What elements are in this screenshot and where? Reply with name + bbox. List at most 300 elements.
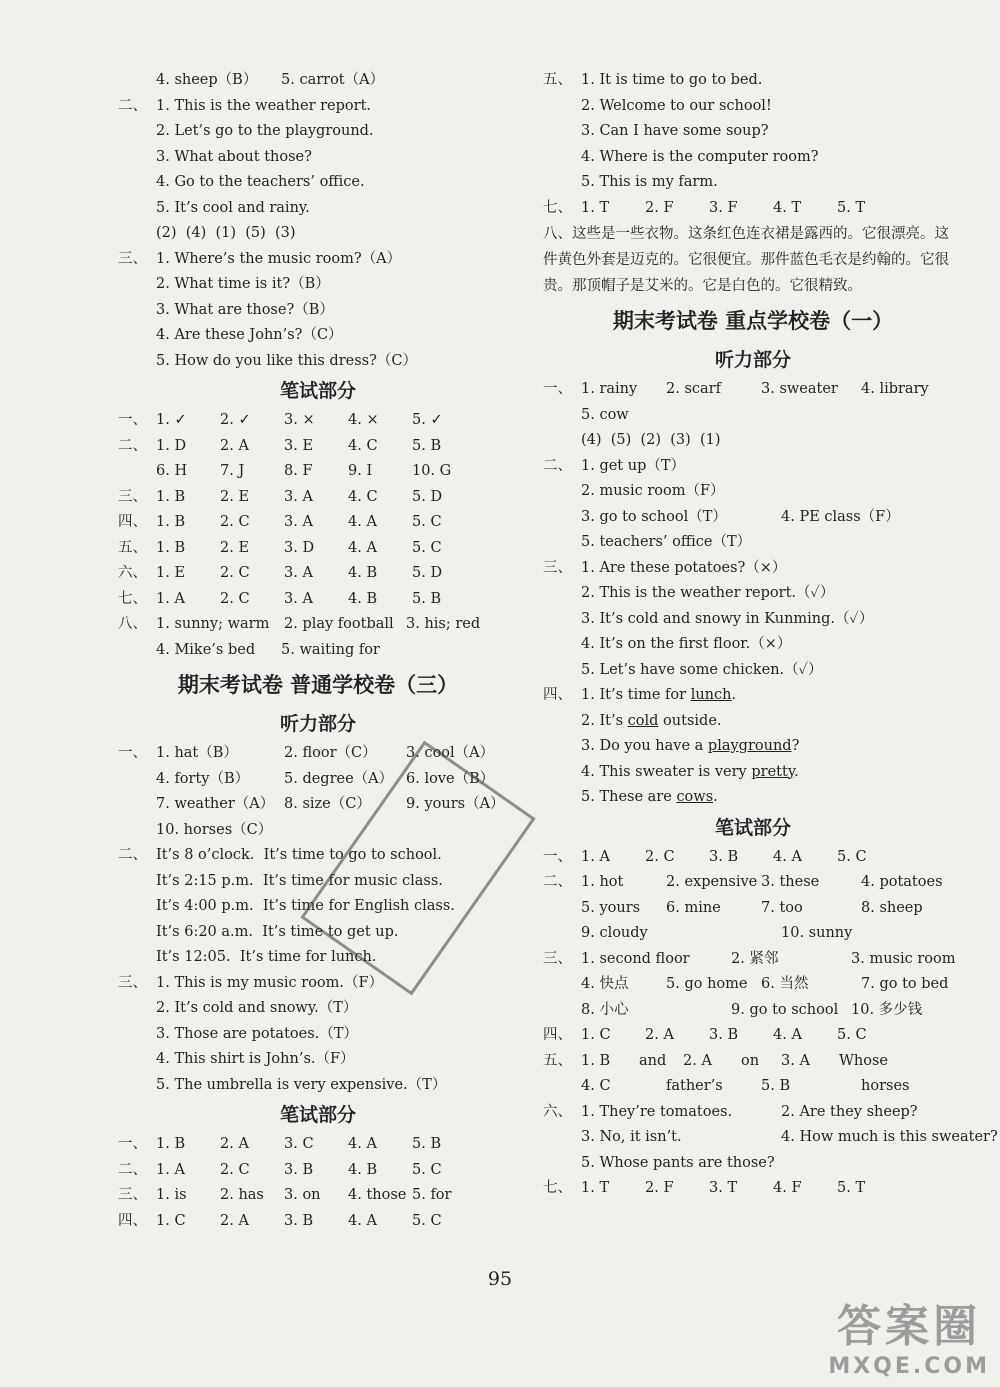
answer-item: 5. It’s cool and rainy. [156,199,310,216]
answer-item: 3. Can I have some soup? [581,123,769,139]
answer-item: 4. potatoes [861,874,943,890]
answer-item: 1. It is time to go to bed. [581,72,763,88]
answer-item: 1. B [581,1052,611,1069]
answer-item: 6. love（B） [406,770,495,787]
answer-item: 4. C [581,1078,611,1094]
answer-item: 10. 多少钱 [851,1001,923,1018]
answer-item: 4. library [861,381,929,397]
answer-item: 5. B [412,1136,442,1152]
answer-line [118,298,518,324]
answer-item: 1. get up（T） [581,457,686,474]
answer-line [543,170,963,196]
answer-item: 3. cool（A） [406,745,495,761]
question-number: 四、 [118,514,147,530]
answer-line [118,94,518,120]
question-number: 二、 [118,437,147,454]
answer-item: 1. T [581,199,610,216]
underlined-word: pretty [751,763,795,780]
answer-item: 5. C [837,1027,867,1043]
underlined-word: cows [676,789,714,805]
answer-item: 4. A [348,1136,377,1152]
answer-item: 2. expensive [666,874,758,890]
answer-item: 1. D [156,437,187,454]
answer-line [118,587,518,613]
answer-line [118,119,518,145]
answer-item: 5. degree（A） [284,770,394,787]
page-number: 95 [487,1268,513,1290]
question-number: 六、 [543,1103,572,1120]
answer-item: 7. J [220,463,245,479]
answer-line [543,94,963,120]
answer-line [543,556,963,582]
answer-line [543,145,963,171]
answer-item: 4. A [773,848,802,865]
answer-item: 3. F [709,199,738,216]
answer-item: 2. A [220,1136,249,1152]
answer-item: 1. A [581,848,610,865]
answer-item: 6. 当然 [761,976,809,992]
answer-line [543,1151,963,1177]
answer-item: 3. × [284,412,315,428]
answer-item: 3. What are those?（B） [156,301,334,318]
answer-item: 4. those [348,1187,407,1203]
answer-line [118,510,518,536]
answer-item: (4) (5) (2) (3) (1) [581,432,721,448]
answer-item: 4. PE class（F） [781,508,900,525]
answer-item: 4. A [348,1212,377,1229]
answer-item: 5. yours [581,899,641,916]
answer-item: 4. 快点 [581,976,629,992]
answer-line [543,68,963,94]
answer-item: 4. B [348,590,378,607]
question-number: 四、 [543,1027,572,1043]
answer-line [543,658,963,684]
answer-item: 1. A [156,1161,185,1178]
answer-item: 4. C [348,437,378,454]
answer-line [543,454,963,480]
answer-item: 5. Whose pants are those? [581,1154,775,1171]
section-heading: 听力部分 [279,713,356,735]
answer-item: 9. go to school [731,1001,839,1018]
answer-item: 5. B [412,437,442,454]
answer-item: 2. It’s cold and snowy.（T） [156,1000,358,1016]
answer-item: 6. mine [666,899,721,916]
answer-item: 5. cow [581,406,629,423]
answer-item: 6. H [156,463,188,479]
answer-item: 7. too [761,899,803,916]
answer-line [543,1074,963,1100]
answer-item: 5. T [837,199,866,216]
answer-item: 4. A [348,514,377,530]
watermark-domain: MXQE.COM [828,1354,990,1379]
answer-line [118,1073,518,1099]
answer-item: 3. go to school（T） [581,508,727,525]
answer-text: outside. [658,712,722,729]
answer-item: (2) (4) (1) (5) (3) [156,225,296,241]
question-number: 七、 [543,199,572,216]
answer-item: 1. Are these potatoes?（×） [581,559,787,576]
answer-item: 3. sweater [761,381,838,397]
answer-item: 4. T [773,199,802,216]
answer-item: 2. A [645,1027,674,1043]
answer-item: 3. A [284,590,313,607]
question-number: 五、 [543,72,572,88]
answer-item: 2. F [645,199,674,216]
answer-line [118,536,518,562]
answer-line [118,945,518,971]
answer-line [118,145,518,171]
answer-text: . [794,763,799,780]
question-number: 三、 [118,488,147,505]
answer-item: 2. C [220,590,250,607]
section-heading: 听力部分 [714,349,791,371]
underlined-word: playground [707,738,792,754]
answer-item: 7. go to bed [861,976,949,992]
answer-item: 1. This is the weather report. [156,97,372,114]
answer-item: 4. B [348,1161,378,1178]
answer-text: 1. It’s time for [581,687,691,703]
question-number: 一、 [543,848,572,865]
answer-line [543,581,963,607]
answer-item: 5. D [412,488,443,505]
answer-item: 1. C [581,1027,611,1043]
answer-item: 3. on [284,1187,321,1203]
answer-item: 2. A [220,1212,249,1229]
answer-item: 3. A [284,488,313,505]
answer-line [118,741,518,767]
answer-item: 1. ✓ [156,412,187,428]
answer-item: 8. size（C） [284,796,371,812]
question-number: 三、 [118,1187,147,1203]
answer-item: 10. G [412,463,452,479]
answer-item: 8. sheep [861,899,923,916]
answer-item: 2. scarf [666,381,721,397]
answer-line [543,709,963,735]
answer-item: 2. F [645,1180,674,1196]
answer-line [543,1100,963,1126]
answer-text: . [731,687,737,703]
answer-item: 5. waiting for [281,641,380,658]
question-number: 二、 [118,97,147,114]
answer-item: Whose [839,1052,888,1069]
answer-item: 5. The umbrella is very expensive.（T） [156,1076,447,1093]
question-number: 八、 [118,616,147,632]
right-column [543,68,998,1202]
answer-item: It’s 2:15 p.m. It’s time for music class. [156,872,443,889]
answer-line [118,561,518,587]
answer-item: 1. is [156,1187,187,1203]
answer-line [118,638,518,664]
answer-item: 4. A [773,1027,802,1043]
section-heading: 笔试部分 [714,816,791,839]
answer-line [118,1132,518,1158]
answer-item: 2. C [220,565,250,581]
answer-item: 5. teachers’ office（T） [581,534,752,550]
answer-text: 4. This sweater is very [581,763,752,780]
answer-item: 3. A [284,565,313,581]
answer-item: 2. E [220,539,250,556]
answer-item: 3. Those are potatoes.（T） [156,1025,358,1042]
answer-line [543,947,963,973]
answer-item: 10. sunny [781,925,853,941]
answer-item: 2. Let’s go to the playground. [156,123,374,139]
answer-item: horses [861,1078,910,1094]
question-number: 一、 [118,745,147,761]
answer-item: 8. F [284,463,313,479]
answer-item: 4. C [348,488,378,505]
answer-item: 3. music room [851,950,956,967]
question-number: 五、 [118,539,147,556]
answer-item: 2. E [220,488,250,505]
exam-title: 期末考试卷 重点学校卷（一） [612,309,894,333]
question-number: 四、 [543,687,572,703]
answer-line [118,1209,518,1235]
answer-item: 2. A [683,1052,712,1069]
answer-line [118,459,518,485]
answer-item: 2. play football [284,616,394,632]
answer-item: 1. B [156,539,186,556]
answer-item: 1. E [156,565,186,581]
answer-item: 5. B [412,590,442,607]
answer-item: on [741,1052,760,1069]
answer-line [543,428,963,454]
answer-line [543,1023,963,1049]
answer-line [118,612,518,638]
answer-item: 4. F [773,1180,802,1196]
answer-item: 4. This shirt is John’s.（F） [156,1051,355,1067]
answer-line [543,403,963,429]
answer-item: 2. Welcome to our school! [581,97,772,114]
answer-item: 3. No, it isn’t. [581,1129,682,1145]
answer-item: 1. B [156,514,186,530]
answer-item: 1. hot [581,874,624,890]
answer-line [543,377,963,403]
answer-line [543,760,963,786]
left-column [118,68,518,1234]
answer-item: 1. B [156,488,186,505]
answer-line [118,1183,518,1209]
answer-item: 5. C [837,848,867,865]
answer-item: It’s 6:20 a.m. It’s time to get up. [156,923,399,940]
section-heading: 笔试部分 [279,380,356,402]
answer-item: 4. Go to the teachers’ office. [156,174,365,190]
answer-item: 1. They’re tomatoes. [581,1103,733,1120]
answer-item: 5. C [412,514,442,530]
answer-item: 9. cloudy [581,925,648,941]
answer-item: 1. sunny; warm [156,616,270,632]
translation-paragraph: 八、这些是一些衣物。这条红色连衣裙是露西的。它很漂亮。这件黄色外套是迈克的。它很便宜。那件蓝色毛衣是约翰的。它很贵。那顶帽子是艾米的。它是白色的。它很精致。 [543,226,949,294]
question-number: 三、 [118,974,147,991]
answer-line [543,896,963,922]
question-number: 七、 [543,1180,572,1196]
answer-line [118,272,518,298]
answer-item: 2. C [645,848,675,865]
exam-title: 期末考试卷 普通学校卷（三） [177,673,459,697]
answer-line [118,996,518,1022]
question-number: 二、 [543,457,572,474]
answer-line [118,247,518,273]
underlined-word: lunch [690,687,732,703]
answer-item: 4. Where is the computer room? [581,148,819,165]
answer-item: It’s 8 o’clock. It’s time to go to school. [156,847,442,863]
answer-line [118,1047,518,1073]
answer-line [543,607,963,633]
answer-item: 2. music room（F） [581,483,725,499]
answer-item: 4. sheep（B） [156,72,258,88]
question-number: 六、 [118,565,147,581]
answer-item: 1. C [156,1212,186,1229]
question-number: 三、 [543,950,572,967]
answer-line [118,1022,518,1048]
watermark-logo-text: 答案圈 [837,1301,982,1352]
answer-item: 3. B [284,1212,314,1229]
answer-item: 3. A [284,514,313,530]
answer-item: 3. B [709,848,739,865]
question-number: 一、 [543,381,572,397]
answer-line [543,530,963,556]
answer-item: 1. Where’s the music room?（A） [156,250,402,267]
question-number: 二、 [118,847,147,863]
answer-item: 1. B [156,1136,186,1152]
answer-line [118,170,518,196]
answer-item: 4. B [348,565,378,581]
answer-line [543,921,963,947]
answer-item: 4. It’s on the first floor.（×） [581,636,792,652]
answer-item: 4. How much is this sweater? [781,1129,998,1145]
answer-line [118,221,518,247]
answer-line [118,485,518,511]
question-number: 七、 [118,590,147,607]
section-heading: 笔试部分 [279,1104,356,1126]
answer-item: 5. How do you like this dress?（C） [156,352,417,369]
answer-line [543,1049,963,1075]
answer-item: and [639,1052,667,1069]
answer-item: 5. go home [666,976,748,992]
answer-line [543,683,963,709]
answer-item: 5. Let’s have some chicken.（✓） [581,661,823,678]
answer-item: 5. B [761,1078,791,1094]
answer-line [118,1158,518,1184]
question-number: 四、 [118,1212,147,1229]
answer-line [543,119,963,145]
answer-item: 5. for [412,1187,452,1203]
answer-item: 2. A [220,437,249,454]
answer-item: 7. weather（A） [156,796,275,812]
answer-item: 1. hat（B） [156,745,238,761]
site-watermark [828,1290,990,1379]
answer-item: 5. C [412,539,442,556]
answer-text: 5. These are [581,789,677,805]
answer-text: 3. Do you have a [581,738,708,754]
answer-item: 1. T [581,1180,610,1196]
answer-line [543,196,963,222]
answer-item: 2. floor（C） [284,745,377,761]
answer-item: 1. A [156,590,185,607]
question-number: 一、 [118,1136,147,1152]
answer-line [118,408,518,434]
answer-line [543,505,963,531]
answer-item: 1. rainy [581,381,638,397]
answer-item: 5. T [837,1180,866,1196]
question-number: 三、 [118,250,147,267]
answer-item: 2. has [220,1187,264,1203]
answer-item: 5. C [412,1212,442,1229]
answer-item: 2. 紧邻 [731,950,779,967]
answer-line [543,479,963,505]
answer-line [543,845,963,871]
answer-item: 3. C [284,1136,314,1152]
answer-item: 4. forty（B） [156,770,250,787]
answer-item: 4. × [348,412,379,428]
answer-item: father’s [666,1078,723,1094]
answer-item: It’s 4:00 p.m. It’s time for English class. [156,898,455,914]
question-number: 二、 [543,874,572,890]
question-number: 一、 [118,412,147,428]
answer-line [118,971,518,997]
answer-item: 4. A [348,539,377,556]
question-number: 三、 [543,559,572,576]
answer-line [118,323,518,349]
answer-line [543,1125,998,1151]
answer-item: 8. 小心 [581,1001,629,1018]
answer-item: 2. This is the weather report.（✓） [581,585,835,601]
answer-item: 1. This is my music room.（F） [156,974,384,991]
answer-text: 2. It’s [581,712,628,729]
answer-line [543,972,963,998]
answer-item: 3. B [284,1161,314,1178]
answer-item: 3. A [781,1052,810,1069]
answer-line [118,68,518,94]
answer-item: 3. D [284,539,315,556]
answer-item: 5. C [412,1161,442,1178]
answer-item: 2. C [220,514,250,530]
answer-item: 9. yours（A） [406,796,505,812]
answer-item: 2. Are they sheep? [781,1103,918,1120]
answer-item: 2. ✓ [220,412,251,428]
answer-text: ? [791,738,800,754]
answer-item: 10. horses（C） [156,821,273,838]
answer-line [118,196,518,222]
answer-item: 4. Are these John’s?（C） [156,327,343,343]
answer-item: 9. I [348,463,373,479]
answer-item: 5. This is my farm. [581,174,718,190]
answer-item: 3. T [709,1180,738,1196]
answer-line [543,998,963,1024]
answer-line [543,785,963,811]
answer-item: 3. B [709,1027,739,1043]
answer-item: 3. What about those? [156,148,312,165]
answer-item: 3. these [761,874,820,890]
answer-item: 2. C [220,1161,250,1178]
answer-item: 2. What time is it?（B） [156,276,330,292]
answer-text: . [713,789,718,805]
answer-item: It’s 12:05. It’s time for lunch. [156,949,377,965]
answer-item: 3. his; red [406,616,481,632]
answer-line [543,632,963,658]
answer-line [118,349,518,375]
answer-item: 5. ✓ [412,412,443,428]
answer-line [543,870,963,896]
answer-item: 5. carrot（A） [281,72,385,88]
underlined-word: cold [627,712,659,729]
answer-item: 3. E [284,437,314,454]
question-number: 二、 [118,1161,147,1178]
answer-item: 4. Mike’s bed [156,641,256,658]
answer-line [543,734,963,760]
question-number: 五、 [543,1052,572,1069]
answer-item: 3. It’s cold and snowy in Kunming.（✓） [581,610,874,627]
answer-line [118,434,518,460]
